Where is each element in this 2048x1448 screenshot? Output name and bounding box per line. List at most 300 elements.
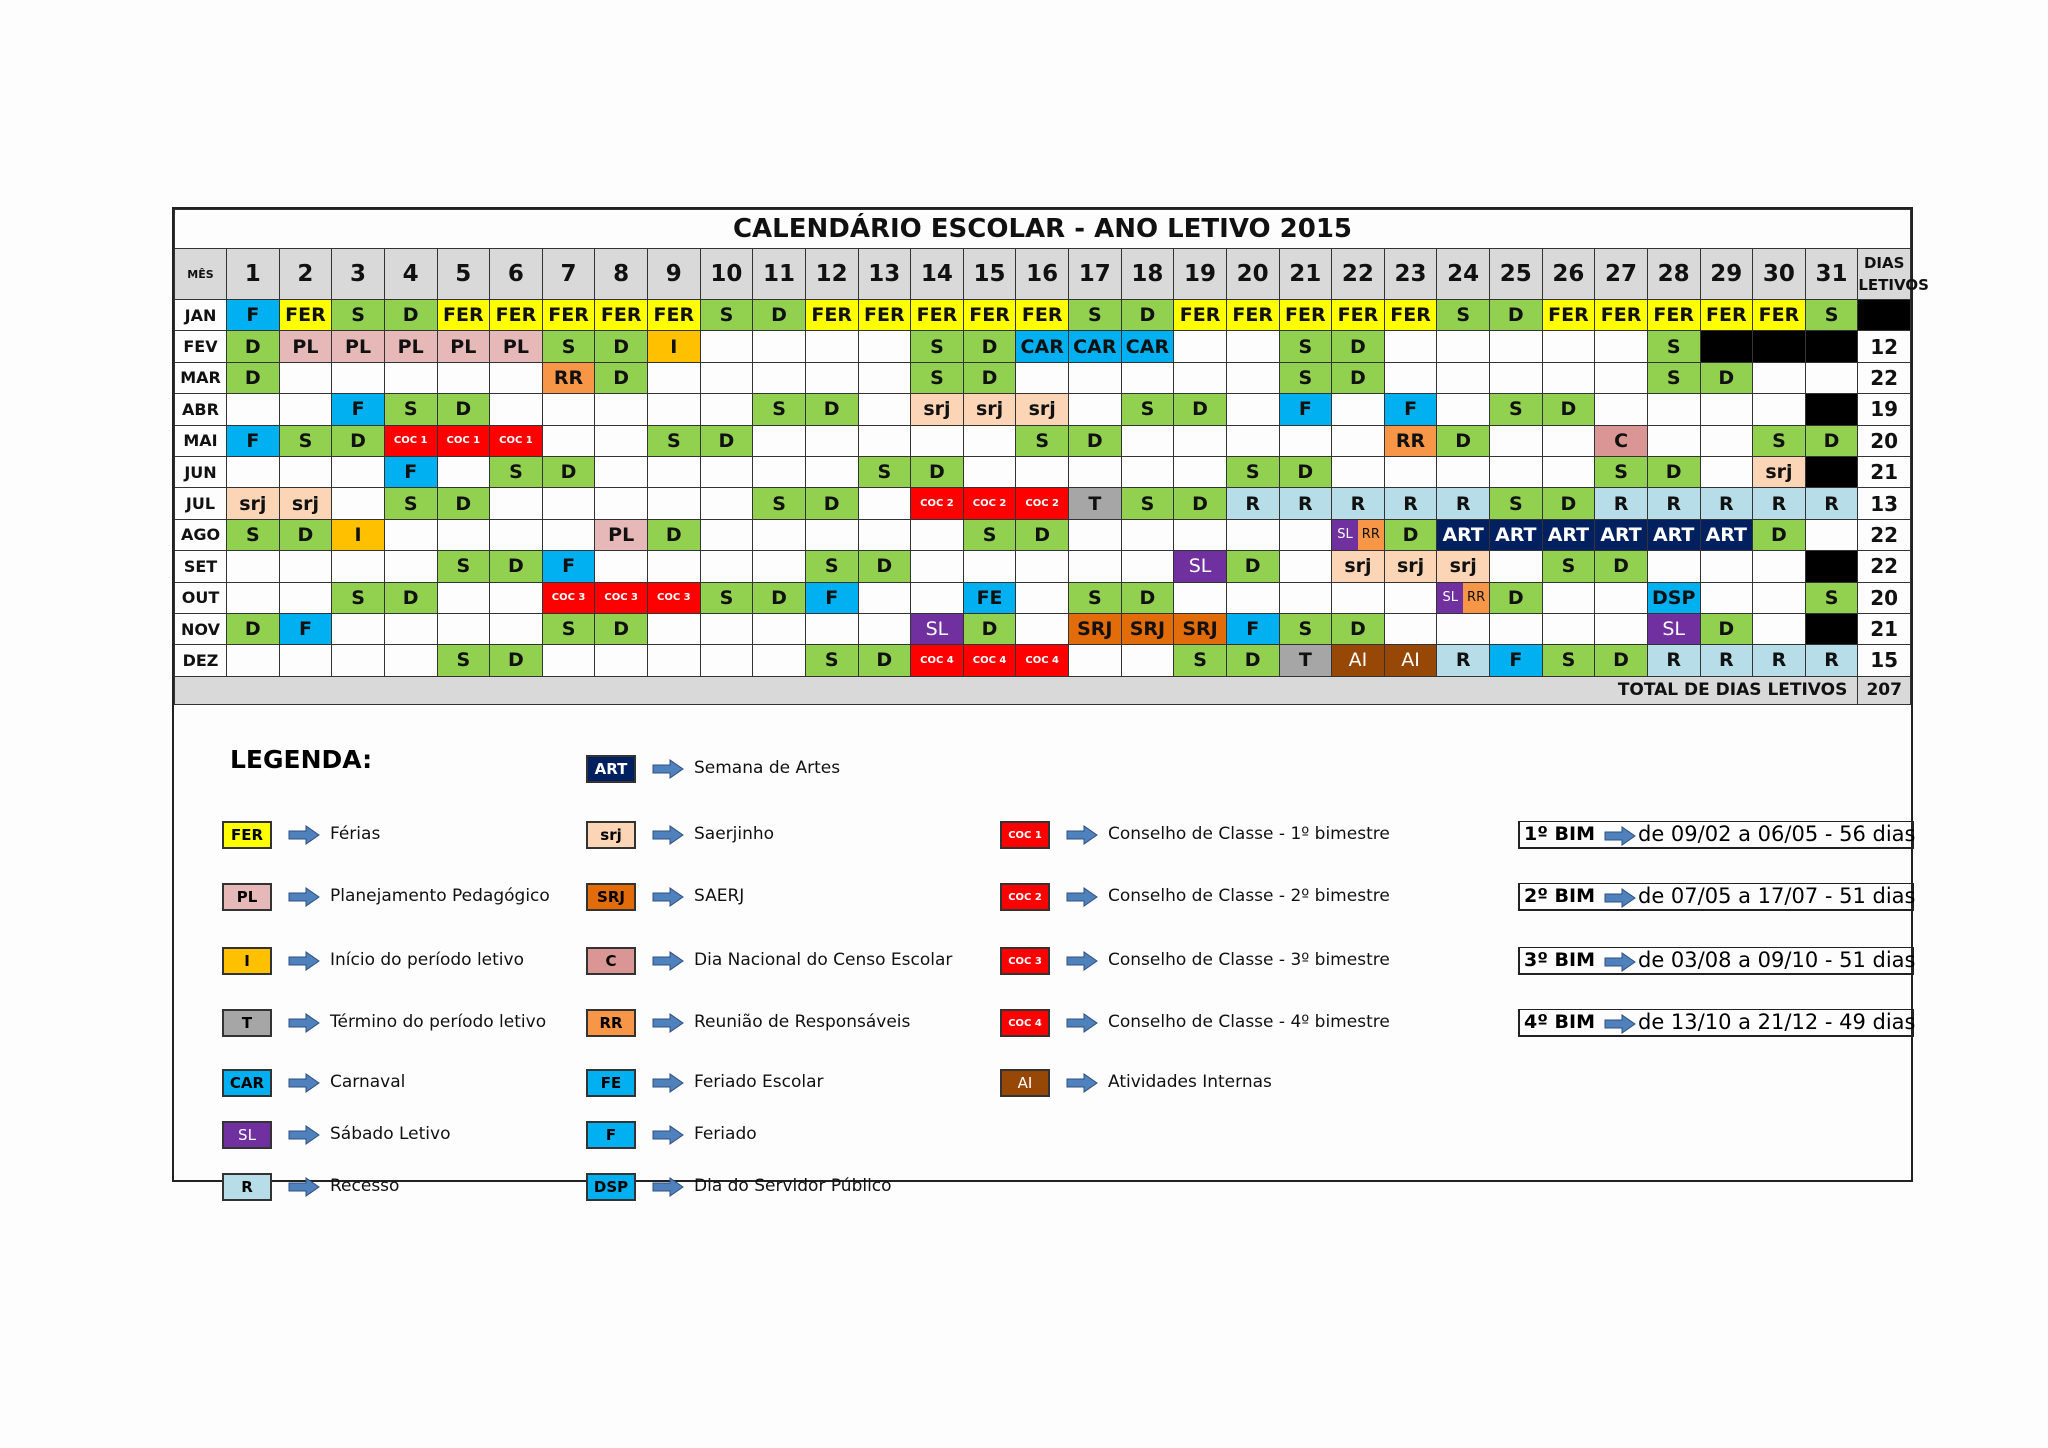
legend [174, 725, 1916, 1196]
day-cell: D [1279, 456, 1332, 487]
day-cell: FER [648, 300, 701, 331]
day-cell: R [1647, 488, 1700, 519]
day-header: 25 [1490, 249, 1543, 300]
day-cell [1121, 362, 1174, 393]
arrow-right-icon [652, 759, 684, 779]
month-name: DEZ [175, 645, 227, 676]
month-school-days: 20 [1858, 425, 1911, 456]
bimester-range: de 07/05 a 17/07 - 51 dias [1638, 884, 1916, 908]
bimester-box [1518, 947, 1914, 975]
legend-label: Atividades Internas [1108, 1072, 1272, 1092]
day-cell [542, 488, 595, 519]
day-cell [1332, 425, 1385, 456]
day-cell: srj [279, 488, 332, 519]
day-cell: srj [911, 394, 964, 425]
arrow-right-icon [652, 887, 684, 907]
legend-label: Semana de Artes [694, 758, 841, 778]
day-cell [1753, 551, 1806, 582]
day-cell [437, 613, 490, 644]
day-cell: S [1542, 645, 1595, 676]
day-cell: R [1437, 645, 1490, 676]
day-cell [1542, 425, 1595, 456]
arrow-right-icon [652, 1125, 684, 1145]
day-cell: S [1016, 425, 1069, 456]
day-cell: F [542, 551, 595, 582]
day-cell: D [1121, 582, 1174, 613]
day-header: 10 [700, 249, 753, 300]
month-name: JUN [175, 456, 227, 487]
arrow-right-icon [1066, 825, 1098, 845]
day-cell [1805, 519, 1858, 550]
legend-swatch: R [222, 1173, 272, 1201]
day-cell: S [753, 488, 806, 519]
day-cell: D [1437, 425, 1490, 456]
day-cell [1069, 362, 1122, 393]
day-cell: D [1595, 645, 1648, 676]
day-cell: FER [1384, 300, 1437, 331]
day-cell: S [805, 645, 858, 676]
day-cell: D [1542, 488, 1595, 519]
day-cell: S [700, 300, 753, 331]
day-cell [1279, 551, 1332, 582]
day-cell [1332, 394, 1385, 425]
day-cell [542, 425, 595, 456]
month-name: AGO [175, 519, 227, 550]
bimester-range: de 09/02 a 06/05 - 56 dias [1638, 822, 1916, 846]
arrow-right-icon [288, 887, 320, 907]
day-cell: R [1226, 488, 1279, 519]
day-cell [1490, 362, 1543, 393]
day-cell [858, 331, 911, 362]
day-cell: S [542, 613, 595, 644]
day-header: 12 [805, 249, 858, 300]
legend-swatch: CAR [222, 1069, 272, 1097]
day-cell [753, 613, 806, 644]
legend-label: Saerjinho [694, 824, 775, 844]
day-cell: S [332, 582, 385, 613]
day-cell [1595, 582, 1648, 613]
day-cell: SL [1174, 551, 1227, 582]
day-header: 27 [1595, 249, 1648, 300]
legend-swatch: F [586, 1121, 636, 1149]
day-cell: FER [1279, 300, 1332, 331]
day-header: 11 [753, 249, 806, 300]
day-cell [332, 456, 385, 487]
legend-swatch: SL [222, 1121, 272, 1149]
day-cell: S [1437, 300, 1490, 331]
day-cell [700, 394, 753, 425]
day-cell: S [437, 645, 490, 676]
day-cell: R [1595, 488, 1648, 519]
day-cell [1805, 394, 1858, 425]
day-cell: D [1647, 456, 1700, 487]
day-cell [1490, 551, 1543, 582]
day-cell [1805, 551, 1858, 582]
bimester-range: de 03/08 a 09/10 - 51 dias [1638, 948, 1916, 972]
day-cell: SRJ [1121, 613, 1174, 644]
day-cell: FER [911, 300, 964, 331]
day-cell [1437, 362, 1490, 393]
day-cell [1753, 613, 1806, 644]
day-cell [858, 582, 911, 613]
day-cell [227, 394, 280, 425]
arrow-right-icon [1604, 952, 1636, 972]
day-cell: SL [911, 613, 964, 644]
day-cell: S [1805, 582, 1858, 613]
day-cell [858, 394, 911, 425]
legend-label: SAERJ [694, 886, 745, 906]
arrow-right-icon [288, 951, 320, 971]
day-cell: ART [1437, 519, 1490, 550]
day-cell [1490, 425, 1543, 456]
day-cell [1384, 456, 1437, 487]
day-cell [700, 456, 753, 487]
day-cell: D [911, 456, 964, 487]
day-cell [1542, 456, 1595, 487]
bimester-label: 3º BIM [1524, 949, 1596, 971]
day-cell: S [1226, 456, 1279, 487]
day-cell: D [1016, 519, 1069, 550]
day-cell [1226, 519, 1279, 550]
day-cell [1174, 519, 1227, 550]
day-cell: S [1121, 394, 1174, 425]
day-cell: FER [858, 300, 911, 331]
legend-swatch: SRJ [586, 883, 636, 911]
day-cell: D [1226, 645, 1279, 676]
day-cell-part: SL [1332, 520, 1358, 550]
day-header: 16 [1016, 249, 1069, 300]
day-cell-part: SL [1437, 583, 1463, 613]
legend-swatch: RR [586, 1009, 636, 1037]
day-cell [700, 362, 753, 393]
day-header-row [175, 249, 1911, 300]
month-row [175, 551, 1911, 582]
day-cell: D [963, 362, 1016, 393]
day-cell: S [332, 300, 385, 331]
day-cell [279, 456, 332, 487]
month-row [175, 456, 1911, 487]
day-cell [595, 456, 648, 487]
arrow-right-icon [652, 1073, 684, 1093]
day-cell [805, 362, 858, 393]
day-cell [1174, 425, 1227, 456]
day-cell [1016, 362, 1069, 393]
day-cell [1542, 362, 1595, 393]
day-cell [1805, 456, 1858, 487]
day-cell [963, 551, 1016, 582]
day-cell: FER [1226, 300, 1279, 331]
day-cell: D [963, 331, 1016, 362]
day-cell: PL [595, 519, 648, 550]
day-cell [1174, 456, 1227, 487]
day-cell: CAR [1121, 331, 1174, 362]
bimester-box [1518, 821, 1914, 849]
day-cell [753, 331, 806, 362]
day-cell: ART [1595, 519, 1648, 550]
day-header: 5 [437, 249, 490, 300]
day-cell: COC 2 [1016, 488, 1069, 519]
day-cell [490, 488, 543, 519]
day-cell: T [1069, 488, 1122, 519]
day-cell: S [1279, 331, 1332, 362]
day-cell: ART [1647, 519, 1700, 550]
arrow-right-icon [1604, 1014, 1636, 1034]
day-cell [490, 394, 543, 425]
day-cell: S [1279, 613, 1332, 644]
day-cell [648, 456, 701, 487]
month-name: OUT [175, 582, 227, 613]
legend-label: Dia Nacional do Censo Escolar [694, 950, 953, 970]
day-cell [648, 488, 701, 519]
day-cell: RR [1384, 425, 1437, 456]
day-header: 15 [963, 249, 1016, 300]
day-cell: AI [1384, 645, 1437, 676]
day-cell [595, 425, 648, 456]
day-cell: COC 4 [911, 645, 964, 676]
day-cell: S [1121, 488, 1174, 519]
day-cell: FER [1016, 300, 1069, 331]
day-cell: S [858, 456, 911, 487]
day-cell [490, 362, 543, 393]
legend-swatch: COC 2 [1000, 883, 1050, 911]
day-cell: S [490, 456, 543, 487]
day-cell [437, 362, 490, 393]
day-cell [490, 613, 543, 644]
day-cell [437, 582, 490, 613]
day-cell [1121, 519, 1174, 550]
legend-label: Férias [330, 824, 381, 844]
legend-label: Feriado [694, 1124, 757, 1144]
day-cell [1226, 582, 1279, 613]
day-cell [753, 645, 806, 676]
day-cell: ART [1700, 519, 1753, 550]
day-cell [1332, 519, 1385, 550]
day-cell [1174, 362, 1227, 393]
day-cell: PL [279, 331, 332, 362]
legend-swatch: FER [222, 821, 272, 849]
day-header: 23 [1384, 249, 1437, 300]
day-cell: D [1174, 394, 1227, 425]
month-name: NOV [175, 613, 227, 644]
day-cell: D [542, 456, 595, 487]
arrow-right-icon [652, 951, 684, 971]
day-cell [648, 362, 701, 393]
day-cell: S [384, 488, 437, 519]
day-cell: S [1542, 551, 1595, 582]
day-cell [490, 519, 543, 550]
day-cell: D [595, 362, 648, 393]
legend-label: Conselho de Classe - 1º bimestre [1108, 824, 1390, 844]
day-cell [1016, 582, 1069, 613]
day-cell [700, 613, 753, 644]
day-cell: FE [963, 582, 1016, 613]
day-cell [805, 331, 858, 362]
day-cell [805, 613, 858, 644]
day-cell: S [437, 551, 490, 582]
day-cell [384, 519, 437, 550]
day-cell: FER [963, 300, 1016, 331]
day-cell: FER [437, 300, 490, 331]
day-cell: D [279, 519, 332, 550]
day-cell: FER [1542, 300, 1595, 331]
day-cell [227, 456, 280, 487]
day-cell: srj [1753, 456, 1806, 487]
legend-label: Recesso [330, 1176, 400, 1196]
day-cell: S [1174, 645, 1227, 676]
day-cell [1279, 582, 1332, 613]
legend-label: Conselho de Classe - 3º bimestre [1108, 950, 1390, 970]
day-cell: D [963, 613, 1016, 644]
day-cell [1437, 582, 1490, 613]
day-cell [1384, 362, 1437, 393]
day-cell [805, 519, 858, 550]
day-cell [542, 519, 595, 550]
arrow-right-icon [288, 1013, 320, 1033]
month-row [175, 394, 1911, 425]
day-cell [1226, 425, 1279, 456]
day-cell [1805, 613, 1858, 644]
day-cell: COC 4 [1016, 645, 1069, 676]
day-cell [753, 519, 806, 550]
arrow-right-icon [652, 1177, 684, 1197]
day-cell [1805, 331, 1858, 362]
day-cell: D [805, 488, 858, 519]
day-cell: S [1069, 582, 1122, 613]
bimester-label: 2º BIM [1524, 885, 1596, 907]
day-cell: SRJ [1174, 613, 1227, 644]
day-cell [1069, 456, 1122, 487]
day-cell [1542, 613, 1595, 644]
day-cell: S [963, 519, 1016, 550]
day-header: 21 [1279, 249, 1332, 300]
month-row [175, 331, 1911, 362]
month-name: FEV [175, 331, 227, 362]
day-cell: srj [1437, 551, 1490, 582]
total-value: 207 [1858, 676, 1911, 704]
day-cell [1542, 582, 1595, 613]
day-cell: S [384, 394, 437, 425]
day-cell: D [384, 300, 437, 331]
day-cell-part: RR [1463, 583, 1489, 613]
day-cell: COC 3 [648, 582, 701, 613]
day-cell: COC 2 [963, 488, 1016, 519]
day-cell: F [1490, 645, 1543, 676]
day-cell [1700, 456, 1753, 487]
day-header: 2 [279, 249, 332, 300]
day-cell: D [753, 582, 806, 613]
arrow-right-icon [1066, 887, 1098, 907]
day-cell: D [227, 362, 280, 393]
day-cell [279, 645, 332, 676]
day-cell: FER [542, 300, 595, 331]
day-cell [648, 551, 701, 582]
month-school-days: 21 [1858, 456, 1911, 487]
day-cell: srj [963, 394, 1016, 425]
day-header: 18 [1121, 249, 1174, 300]
month-row [175, 645, 1911, 676]
bimester-box [1518, 1009, 1914, 1037]
day-cell [1542, 331, 1595, 362]
day-cell [1226, 331, 1279, 362]
legend-swatch: ART [586, 755, 636, 783]
legend-label: Sábado Letivo [330, 1124, 451, 1144]
day-cell: D [1805, 425, 1858, 456]
day-cell [1700, 425, 1753, 456]
total-row [175, 676, 1911, 704]
day-cell-part: RR [1358, 520, 1384, 550]
day-cell: AI [1332, 645, 1385, 676]
day-cell: S [911, 331, 964, 362]
day-cell [1069, 645, 1122, 676]
day-cell [700, 551, 753, 582]
arrow-right-icon [652, 825, 684, 845]
day-cell: R [1384, 488, 1437, 519]
day-cell: SL [1647, 613, 1700, 644]
day-cell [332, 551, 385, 582]
month-school-days: 21 [1858, 613, 1911, 644]
day-cell: D [595, 613, 648, 644]
legend-label: Planejamento Pedagógico [330, 886, 550, 906]
day-cell [858, 362, 911, 393]
day-cell [384, 551, 437, 582]
day-cell: R [1647, 645, 1700, 676]
day-header: 28 [1647, 249, 1700, 300]
day-cell [1332, 582, 1385, 613]
month-school-days: 22 [1858, 519, 1911, 550]
legend-label: Conselho de Classe - 4º bimestre [1108, 1012, 1390, 1032]
legend-swatch: COC 1 [1000, 821, 1050, 849]
month-name: SET [175, 551, 227, 582]
day-cell: D [1069, 425, 1122, 456]
day-cell: R [1437, 488, 1490, 519]
day-cell [1753, 582, 1806, 613]
day-cell [1226, 362, 1279, 393]
day-cell [332, 488, 385, 519]
day-header: 24 [1437, 249, 1490, 300]
day-cell: C [1595, 425, 1648, 456]
day-header: 7 [542, 249, 595, 300]
day-cell [595, 645, 648, 676]
day-cell [1753, 331, 1806, 362]
day-cell: FER [1647, 300, 1700, 331]
day-cell: FER [595, 300, 648, 331]
day-cell [648, 394, 701, 425]
day-cell: srj [227, 488, 280, 519]
day-cell: S [1647, 362, 1700, 393]
arrow-right-icon [1066, 1073, 1098, 1093]
day-header: 8 [595, 249, 648, 300]
day-cell [227, 582, 280, 613]
month-name: ABR [175, 394, 227, 425]
day-cell: D [1700, 613, 1753, 644]
day-cell: R [1805, 645, 1858, 676]
day-cell [1174, 582, 1227, 613]
calendar-table [174, 209, 1929, 705]
month-school-days: 13 [1858, 488, 1911, 519]
day-cell [1016, 551, 1069, 582]
month-row [175, 582, 1911, 613]
day-cell [963, 456, 1016, 487]
day-cell [1490, 613, 1543, 644]
day-cell: COC 1 [437, 425, 490, 456]
day-cell: S [542, 331, 595, 362]
day-cell [542, 645, 595, 676]
day-cell [384, 645, 437, 676]
day-cell: D [595, 331, 648, 362]
legend-swatch: C [586, 947, 636, 975]
day-header: 4 [384, 249, 437, 300]
arrow-right-icon [288, 825, 320, 845]
